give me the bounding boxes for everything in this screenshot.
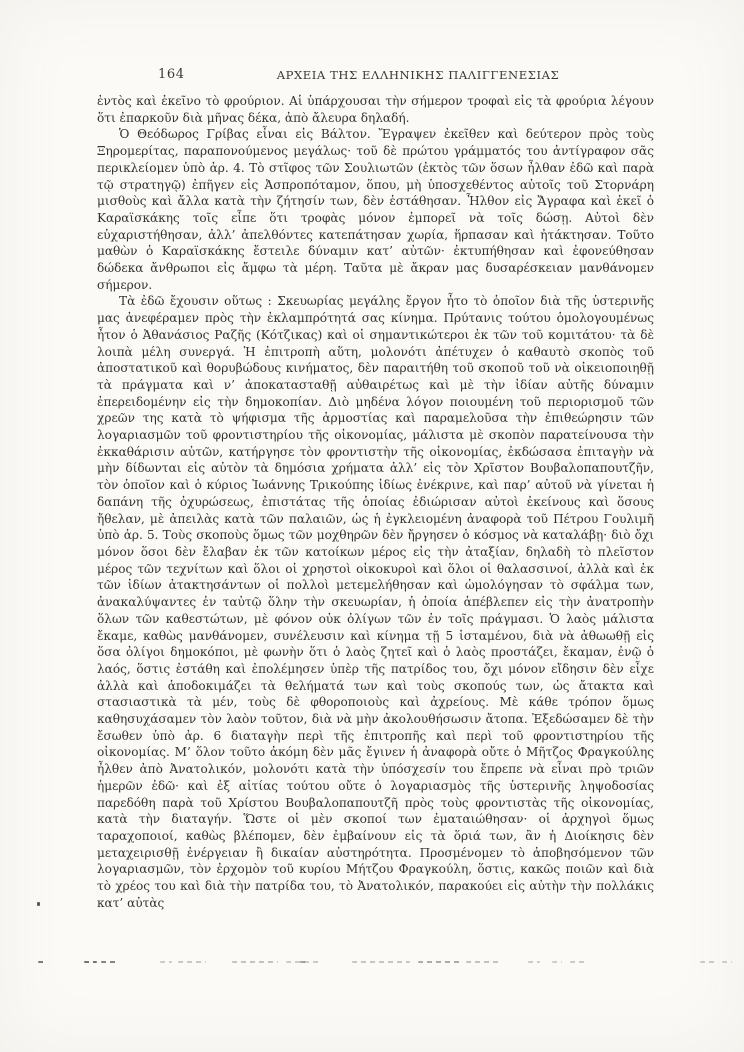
scan-dash: [178, 961, 206, 963]
scan-dash: [160, 961, 172, 963]
scan-dash: [722, 961, 732, 963]
scan-artifact-row: [0, 961, 744, 964]
scan-dash: [352, 961, 410, 963]
paragraph: Ὁ Θεόδωρος Γρίβας εἶναι εἰς Βάλτον. Ἔγραψεν ἐκεῖθεν καὶ δεύτερον πρὸς τοὺς Ξηρομερίτας, παραπονούμενος μεγάλως· τοῦ δὲ πρώτου γράμματός του ἀντίγραφον σᾶς περικλείομεν ὑπὸ ἀρ. 4. Τὸ στῖφος τῶν Σουλιωτῶν (ἐκτὸς τῶν ὅσων ἦλθαν ἐδῶ καὶ παρὰ τῷ στρατηγῷ) ἐπῆγεν εἰς Ἀσπροπόταμον, ὅπου, μὴ ὑποσχεθέντος αὐτοῖς τοῦ Στορνάρη μισθοὺς καὶ ἄλλα κατὰ τὴν ζήτησίν των, δὲν ἐστάθησαν. Ἦλθον εἰς Ἄγραφα καὶ ἐκεῖ ὁ Καραϊσκάκης τοῖς εἶπε ὅτι τροφὰς μόνον ἐμπορεῖ νὰ τοῖς δώσῃ. Αὐτοὶ δὲν εὐχαριστήθησαν, ἀλλ’ ἀπελθόντες κατεπάτησαν χωρία, ἥρπασαν καὶ ἠτάκτησαν. Τοῦτο μαθὼν ὁ Καραϊσκάκης ἔστειλε δύναμιν κατ’ αὐτῶν· ἐκτυπήθησαν καὶ ἐφονεύθησαν δώδεκα ἄνθρωποι εἰς ἄμφω τὰ μέρη. Ταῦτα μὲ ἄκραν μας δυσαρέσκειαν μανθάνομεν σήμερον.: [97, 127, 654, 292]
scan-dash: [38, 961, 44, 963]
page-header: [0, 66, 744, 86]
scan-dash: [232, 961, 278, 963]
scan-dash: [84, 961, 97, 963]
scan-dash: [101, 961, 116, 963]
scan-dash: [700, 961, 716, 963]
scan-dash: [528, 961, 540, 963]
scan-dash: [552, 961, 562, 963]
scan-dash: [300, 961, 309, 963]
page-number: 164: [158, 67, 185, 82]
page-text: [97, 93, 654, 911]
scan-dash: [570, 961, 586, 963]
paragraph: ἐντὸς καὶ ἐκεῖνο τὸ φρούριον. Αἱ ὑπάρχουσαι τὴν σήμερον τροφαὶ εἰς τὰ φρούρια λέγουν ὅτι ἐπαρκοῦν διὰ μῆνας δέκα, ἀπὸ ἄλευρα δηλαδή.: [97, 94, 654, 125]
scan-speck: [37, 902, 40, 906]
scan-dash: [418, 961, 462, 963]
scan-dash: [466, 961, 500, 963]
paragraph: Τὰ ἐδῶ ἔχουσιν οὕτως : Σκευωρίας μεγάλης ἔργον ἦτο τὸ ὁποῖον διὰ τῆς ὑστερινῆς μας ἀνεφέραμεν πρὸς τὴν ἐκλαμπρότητά σας κίνημα. Πρύτανις τούτου ὁμολογουμένως ἦτον ὁ Ἀθανάσιος Ραζῆς (Κότζικας) καὶ οἱ σημαντικώτεροι ἐκ τῶν τοῦ κομιτάτου· τὰ δὲ λοιπὰ μέλη συνεργά. Ἡ ἐπιτροπὴ αὕτη, μολονότι ἀπέτυχεν ὁ καθαυτὸ σκοπὸς τοῦ ἀποστατικοῦ καὶ θορυβώδους κινήματος, δὲν παραιτήθη τοῦ σκοποῦ τοῦ νὰ οἰκειοποιηθῇ τὰ πράγματα καὶ ν’ ἀποκατασταθῇ αὐθαιρέτως καὶ μὲ τὴν ἰδίαν αὐτῆς δύναμιν ἐπερειδομένην εἰς τὴν δημοκοπίαν. Διὸ μηδένα λόγον ποιουμένη τοῦ περιορισμοῦ τῶν χρεῶν της κατὰ τὸ ψήφισμα τῆς ἁρμοστίας καὶ παραμελοῦσα τὴν ἐπιθεώρησιν τῶν λογαριασμῶν τοῦ φροντιστηρίου τῆς οἰκονομίας, μάλιστα μὲ σκοπὸν παρατείνουσα τὴν ἐκκαθάρισιν αὐτῶν, κατήργησε τὸν φροντιστὴν τῆς οἰκονομίας, ἐκδώσασα ἐπιταγὴν νὰ μὴν δίδωνται εἰς αὐτὸν τὰ δημόσια χρήματα ἀλλ’ εἰς τὸν Χρῖστον Βουβαλοπαπουτζῆν, τὸν ὁποῖον καὶ ὁ κύριος Ἰωάννης Τρικούπης ἰδίως ἐνέκρινε, καὶ παρ’ αὐτοῦ νὰ γίνεται ἡ δαπάνη τῆς ὀχυρώσεως, ἐπιστάτας τῆς ὁποίας ἐδιώρισαν αὐτοὶ ἐκείνους καὶ ὅσους ἤθελαν, μὲ ἀπειλὰς κατὰ τῶν παλαιῶν, ὡς ἡ ἐγκλειομένη ἀναφορὰ τοῦ Πέτρου Γουλιμῆ ὑπὸ ἀρ. 5. Τοὺς σκοποὺς ὅμως τῶν μοχθηρῶν δὲν ἤργησεν ὁ κόσμος νὰ καταλάβῃ· διὸ ὄχι μόνον ὅσοι δὲν ἔλαβαν ἐκ τῶν κατοίκων μέρος εἰς τὴν ἀταξίαν, δηλαδὴ τὸ πλεῖστον μέρος τῶν τεχνίτων καὶ ὅλοι οἱ χρηστοὶ οἰκοκυροὶ καὶ ὅλοι οἱ θαλασσινοί, ἀλλὰ καὶ ἐκ τῶν ἰδίων ἀτακτησάντων οἱ πολλοὶ μετεμελήθησαν καὶ ὡμολόγησαν τὸ σφάλμα των, ἀνακαλύψαντες ἐν ταὐτῷ ὅλην τὴν σκευωρίαν, ἡ ὁποία ἀπέβλεπεν εἰς τὴν ἀνατροπὴν ὅλων τῶν καθεστώτων, μὲ φόνον οὐκ ὀλίγων τῶν ἐν τοῖς πράγμασι. Ὁ λαὸς μάλιστα ἔκαμε, καθὼς μανθάνομεν, συνέλευσιν καὶ κίνημα τῇ 5 ἱσταμένου, διὰ νὰ ἀθωωθῇ εἰς ὅσα ὀλίγοι δημοκόποι, μὲ φωνὴν ὅτι ὁ λαὸς ζητεῖ καὶ ὁ λαὸς προστάζει, ἔκαμαν, ἐνῷ ὁ λαός, ὅστις ἐστάθη καὶ ἐπολέμησεν ὑπὲρ τῆς πατρίδος του, ὄχι μόνον εἴδησιν δὲν εἶχε ἀλλὰ καὶ ἀποδοκιμάζει τὰ θελήματά των καὶ τοὺς σκοπούς των, ὡς ἄτακτα καὶ στασιαστικὰ τὰ μέν, τοὺς δὲ φθοροποιοὺς καὶ ἀχρείους. Μὲ κάθε τρόπον ὅμως καθησυχάσαμεν τὸν λαὸν τοῦτον, διὰ νὰ μὴν ἀκολουθήσωσιν ἄτοπα. Ἐξεδώσαμεν δὲ τὴν ἔσωθεν ὑπὸ ἀρ. 6 διαταγὴν περὶ τῆς ἐπιτροπῆς καὶ περὶ τοῦ φροντιστηρίου τῆς οἰκονομίας. Μ’ ὅλον τοῦτο ἀκόμη δὲν μᾶς ἔγινεν ἡ ἀναφορὰ οὔτε ὁ Μῆτζος Φραγκούλης ἦλθεν ἀπὸ Ἀνατολικόν, μολονότι κατὰ τὴν ὑπόσχεσίν του ἔπρεπε νὰ εἶναι πρὸ τριῶν ἡμερῶν ἐδῶ· καὶ ἐξ αἰτίας τούτου οὔτε ὁ λογαριασμὸς τῆς ὑστερινῆς ληψοδοσίας παρεδόθη παρὰ τοῦ Χρίστου Βουβαλοπαπουτζῆ πρὸς τοὺς φροντιστὰς τῆς οἰκονομίας, κατὰ τὴν διαταγήν. Ὥστε οἱ μὲν σκοποί των ἐματαιώθησαν· οἱ ἀρχηγοὶ ὅμως ταραχοποιοί, καθὼς βλέπομεν, δὲν ἐμβαίνουν εἰς τὰ ὅριά των, ἂν ἡ Διοίκησις δὲν μεταχειρισθῇ ἐνέργειαν ἢ δικαίαν αὐστηρότητα. Προσμένομεν τὸ ἀποβησόμενον τῶν λογαριασμῶν, τὸν ἐρχομὸν τοῦ κυρίου Μήτζου Φραγκούλη, ὅστις, κακῶς ποιῶν καὶ διὰ τὸ χρέος του καὶ διὰ τὴν πατρίδα του, τὸ Ἀνατολικόν, παρακούει εἰς αὐτὴν τὴν πολλάκις κατ’ αὐτὰς: [97, 294, 654, 910]
running-title: ΑΡΧΕΙΑ ΤΗΣ ΕΛΛΗΝΙΚΗΣ ΠΑΛΙΓΓΕΝΕΣΙΑΣ: [276, 68, 560, 82]
